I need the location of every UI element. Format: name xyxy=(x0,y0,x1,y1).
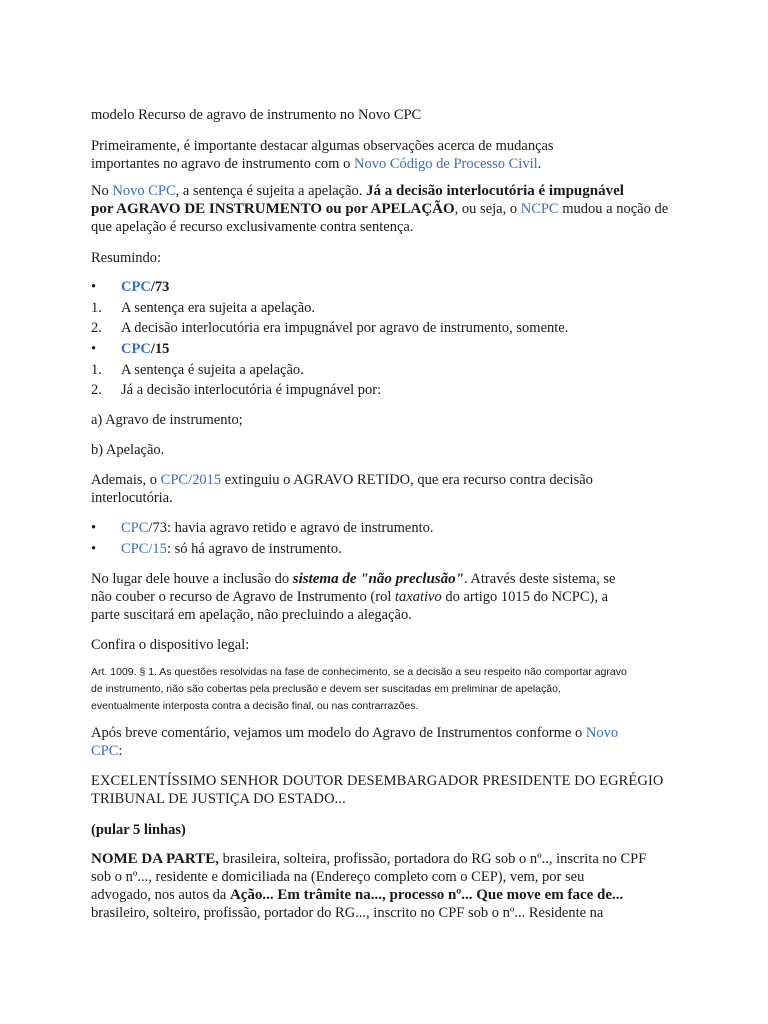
list-text: A decisão interlocutória era impugnável por agravo de instrumento, somente. xyxy=(121,320,569,336)
p4-bold-italic: sistema de "não preclusão" xyxy=(292,571,464,587)
list2-text-2: : só há agravo de instrumento. xyxy=(166,541,342,557)
p4-text-b: . Através deste sistema, se xyxy=(463,571,616,587)
nome-text-c: advogado, nos autos da xyxy=(91,887,230,903)
list-number: 1. xyxy=(91,362,102,378)
list-number: 2. xyxy=(91,320,102,336)
legal-article xyxy=(91,664,691,715)
novo-link[interactable]: Novo xyxy=(585,725,619,741)
p4-text-d: do artigo 1015 do NCPC), a xyxy=(441,589,609,605)
cpc15-rest: /15 xyxy=(150,341,170,357)
option-b xyxy=(91,441,691,459)
p3-text-c: interlocutória. xyxy=(91,490,173,506)
paragraph-nao-preclusao xyxy=(91,570,691,624)
p2-bold-2: por AGRAVO DE INSTRUMENTO ou por APELAÇÃO xyxy=(91,201,455,217)
p2-bold-1: Já a decisão interlocutória é impugnável xyxy=(366,183,624,199)
list-number: 1. xyxy=(91,300,102,316)
option-a-text: a) Agravo de instrumento; xyxy=(91,412,243,428)
option-a xyxy=(91,411,691,429)
p5-text: Após breve comentário, vejamos um modelo do Agravo de Instrumentos conforme o xyxy=(91,725,586,741)
p2-text-d: mudou a noção de xyxy=(558,201,669,217)
intro-text-2: importantes no agravo de instrumento com o xyxy=(91,156,354,172)
cpc-link[interactable]: CPC xyxy=(91,743,119,759)
nome-text-b: sob o nº..., residente e domiciliada na (Endereço completo com o CEP), vem, por seu xyxy=(91,869,585,885)
novo-codigo-link[interactable]: Novo Código de Processo Civil xyxy=(353,156,538,172)
cpc15-link-2[interactable]: CPC/15 xyxy=(121,541,167,557)
intro-text-1: Primeiramente, é importante destacar algumas observações acerca de mudanças xyxy=(91,138,554,154)
title-text: modelo Recurso de agravo de instrumento no Novo CPC xyxy=(91,107,422,123)
nome-text-d: brasileiro, solteiro, profissão, portador do RG..., inscrito no CPF sob o nº... Residente na xyxy=(91,905,604,921)
p3-text-a: Ademais, o xyxy=(91,472,161,488)
article-line: Art. 1009. § 1. As questões resolvidas na fase de conhecimento, se a decisão a seu respeito não comportar agravo xyxy=(91,666,627,678)
excelentissimo-heading xyxy=(91,772,691,808)
cpc2015-link[interactable]: CPC/2015 xyxy=(160,472,222,488)
acao-bold: Ação... Em trâmite na..., processo nº... Que move em face de... xyxy=(229,887,624,903)
list-text: Já a decisão interlocutória é impugnável por: xyxy=(121,382,382,398)
bullet-icon: • xyxy=(91,279,97,295)
bullet-icon: • xyxy=(91,541,97,557)
confira-text: Confira o dispositivo legal: xyxy=(91,637,250,653)
p3-text-b: extinguiu o AGRAVO RETIDO, que era recurso contra decisão xyxy=(221,472,593,488)
heading-line: EXCELENTÍSSIMO SENHOR DOUTOR DESEMBARGADOR PRESIDENTE DO EGRÉGIO xyxy=(91,773,664,789)
paragraph-apos xyxy=(91,724,691,760)
heading-line: TRIBUNAL DE JUSTIÇA DO ESTADO... xyxy=(91,791,346,807)
list-number: 2. xyxy=(91,382,102,398)
paragraph-nome-parte xyxy=(91,850,691,922)
paragraph-ademais xyxy=(91,471,691,507)
p2-text-c: , ou seja, o xyxy=(454,201,521,217)
p2-text-e: que apelação é recurso exclusivamente contra sentença. xyxy=(91,219,414,235)
p2-text-a: No xyxy=(91,183,113,199)
bullet-icon: • xyxy=(91,341,97,357)
p4-text-c: não couber o recurso de Agravo de Instrumento (rol xyxy=(91,589,395,605)
paragraph-intro xyxy=(91,137,691,173)
cpc73-link[interactable]: CPC xyxy=(121,279,151,295)
article-line: de instrumento, não são cobertas pela preclusão e devem ser suscitadas em preliminar de apelação, xyxy=(91,683,561,695)
list-text: A sentença era sujeita a apelação. xyxy=(121,300,316,316)
ncpc-link[interactable]: NCPC xyxy=(520,201,559,217)
nome-parte-bold: NOME DA PARTE, xyxy=(91,851,219,867)
bullet-icon: • xyxy=(91,520,97,536)
article-line: eventualmente interposta contra a decisão final, ou nas contrarrazões. xyxy=(91,700,419,712)
option-b-text: b) Apelação. xyxy=(91,442,165,458)
p4-text-a: No lugar dele houve a inclusão do xyxy=(91,571,293,587)
p5-end: : xyxy=(118,743,123,759)
p2-text-b: , a sentença é sujeita a apelação. xyxy=(175,183,367,199)
resumindo-label xyxy=(91,249,691,267)
p4-text-e: parte suscitará em apelação, não precluindo a alegação. xyxy=(91,607,412,623)
cpc73-link-2[interactable]: CPC xyxy=(121,520,149,536)
cpc15-link[interactable]: CPC xyxy=(121,341,151,357)
intro-end: . xyxy=(537,156,542,172)
novo-cpc-link[interactable]: Novo CPC xyxy=(112,183,176,199)
resumindo-text: Resumindo: xyxy=(91,250,162,266)
document-title xyxy=(91,106,691,124)
paragraph-novo-cpc xyxy=(91,182,691,236)
list2-text-1: /73: havia agravo retido e agravo de instrumento. xyxy=(148,520,434,536)
pular-text: (pular 5 linhas) xyxy=(91,822,186,838)
pular-linhas xyxy=(91,821,691,839)
nome-text-a: brasileira, solteira, profissão, portadora do RG sob o nº.., inscrita no CPF xyxy=(218,851,647,867)
cpc73-rest: /73 xyxy=(150,279,170,295)
p4-italic: taxativo xyxy=(395,589,442,605)
confira-label xyxy=(91,636,691,654)
list-text: A sentença é sujeita a apelação. xyxy=(121,362,304,378)
